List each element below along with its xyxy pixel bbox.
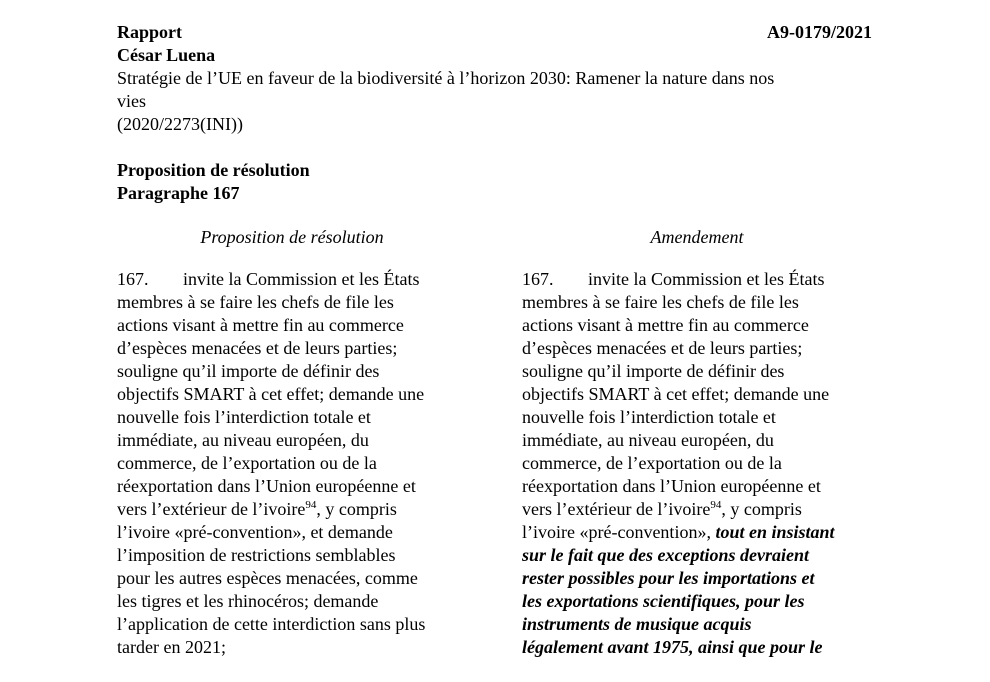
- right-column-text: [522, 268, 872, 659]
- text-line: les tigres et les rhinocéros; demande: [117, 591, 379, 611]
- footnote-ref[interactable]: 94: [710, 499, 722, 511]
- author-name: César Luena: [117, 45, 216, 65]
- text-line: immédiate, au niveau européen, du: [117, 430, 369, 450]
- amended-text: sur le fait que des exceptions devraient: [522, 545, 809, 565]
- text-line: commerce, de l’exportation ou de la: [522, 453, 782, 473]
- text-line: l’imposition de restrictions semblables: [117, 545, 396, 565]
- title-line-2: vies: [117, 91, 146, 111]
- text-line: commerce, de l’exportation ou de la: [117, 453, 377, 473]
- text-line: tarder en 2021;: [117, 637, 226, 657]
- doc-type: Rapport: [117, 22, 183, 42]
- text-line: souligne qu’il importe de définir des: [117, 361, 380, 381]
- text-line: pour les autres espèces menacées, comme: [117, 568, 418, 588]
- text-segment: l’ivoire «pré-convention»,: [522, 522, 716, 542]
- text-segment: , y compris: [721, 499, 802, 519]
- text-segment: vers l’extérieur de l’ivoire: [117, 499, 306, 519]
- text-line: réexportation dans l’Union européenne et: [117, 476, 416, 496]
- text-line: invite la Commission et les États: [183, 269, 420, 289]
- text-line: objectifs SMART à cet effet; demande une: [117, 384, 425, 404]
- left-column-text: [117, 268, 467, 659]
- text-line: nouvelle fois l’interdiction totale et: [522, 407, 776, 427]
- text-line: objectifs SMART à cet effet; demande une: [522, 384, 830, 404]
- text-line: invite la Commission et les États: [588, 269, 825, 289]
- amended-text: rester possibles pour les importations et: [522, 568, 815, 588]
- document-header: [117, 21, 872, 205]
- text-line: actions visant à mettre fin au commerce: [522, 315, 809, 335]
- text-line: immédiate, au niveau européen, du: [522, 430, 774, 450]
- footnote-ref[interactable]: 94: [305, 499, 317, 511]
- doc-number: A9-0179/2021: [767, 22, 872, 42]
- text-line: actions visant à mettre fin au commerce: [117, 315, 404, 335]
- text-line: l’ivoire «pré-convention», et demande: [117, 522, 393, 542]
- paragraph-title: Paragraphe 167: [117, 183, 240, 203]
- title-line-1: Stratégie de l’UE en faveur de la biodiversité à l’horizon 2030: Ramener la nature dans nos: [117, 68, 775, 88]
- text-line: souligne qu’il importe de définir des: [522, 361, 785, 381]
- header-row: [117, 21, 872, 44]
- procedure-code: (2020/2273(INI)): [117, 114, 243, 134]
- paragraph-number: 167.: [117, 269, 149, 289]
- amended-text: légalement avant 1975, ainsi que pour le: [522, 637, 823, 657]
- text-line: d’espèces menacées et de leurs parties;: [117, 338, 398, 358]
- paragraph-number: 167.: [522, 269, 554, 289]
- text-line: d’espèces menacées et de leurs parties;: [522, 338, 803, 358]
- right-column-heading: Amendement: [650, 227, 744, 247]
- text-line: réexportation dans l’Union européenne et: [522, 476, 821, 496]
- text-segment: vers l’extérieur de l’ivoire: [522, 499, 711, 519]
- text-segment: , y compris: [316, 499, 397, 519]
- amended-text: instruments de musique acquis: [522, 614, 752, 634]
- left-column-heading: Proposition de résolution: [200, 227, 384, 247]
- amended-text: les exportations scientifiques, pour les: [522, 591, 805, 611]
- section-title: Proposition de résolution: [117, 160, 310, 180]
- text-line: l’application de cette interdiction sans plus: [117, 614, 426, 634]
- text-line: nouvelle fois l’interdiction totale et: [117, 407, 371, 427]
- text-line: membres à se faire les chefs de file les: [522, 292, 799, 312]
- amended-text: tout en insistant: [715, 522, 835, 542]
- text-line: membres à se faire les chefs de file les: [117, 292, 394, 312]
